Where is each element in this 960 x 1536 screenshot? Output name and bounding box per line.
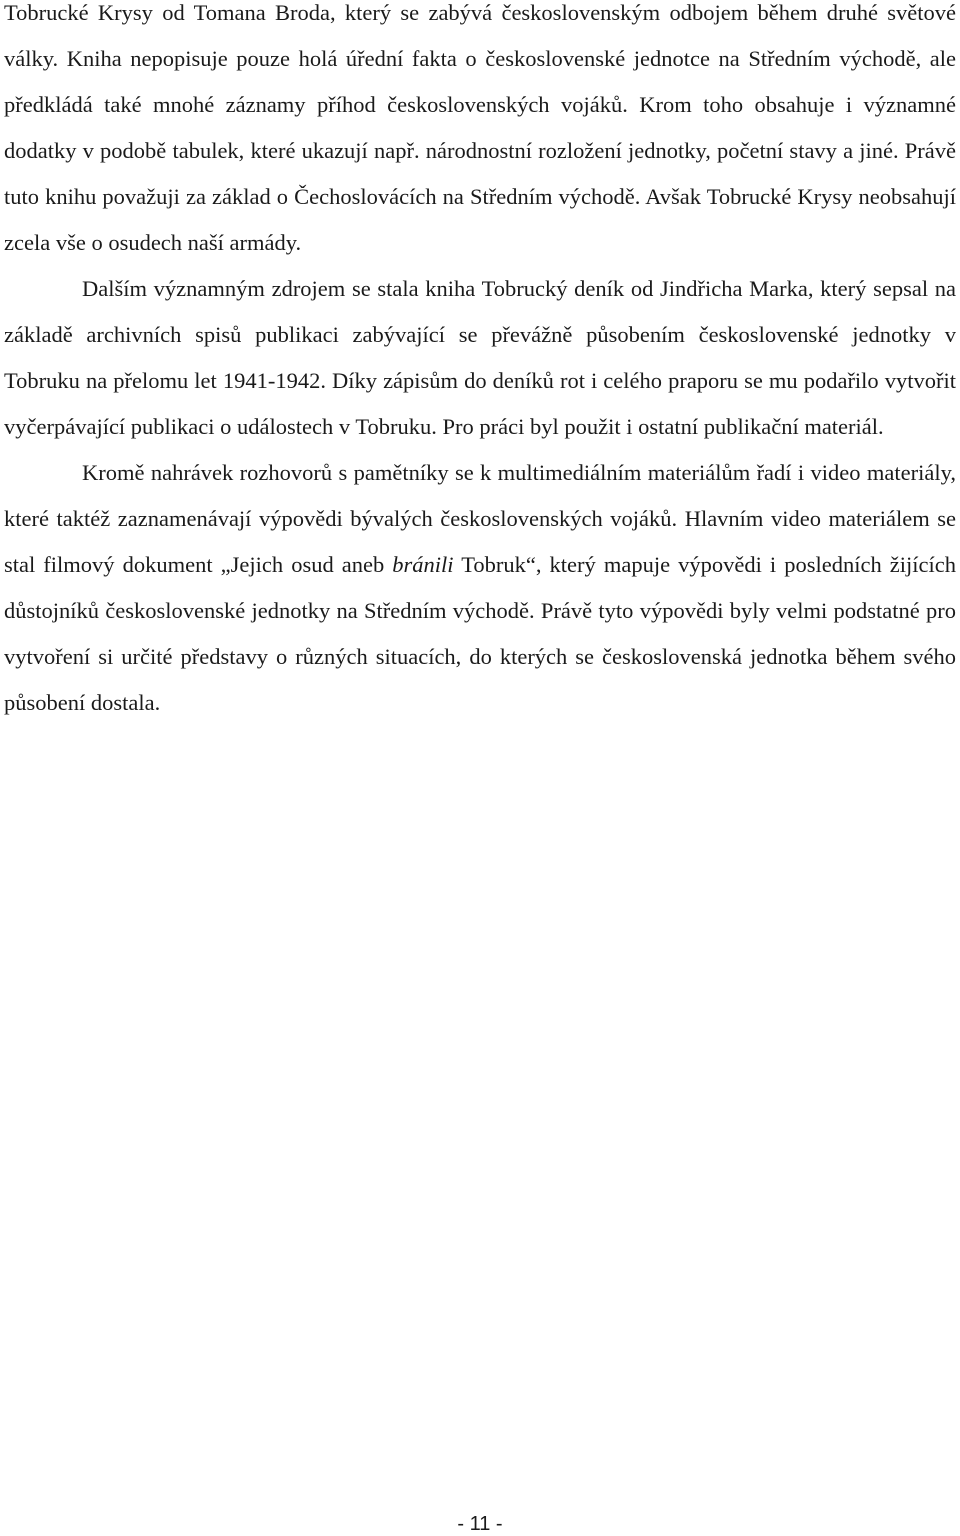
paragraph-2: Dalším významným zdrojem se stala kniha Tobrucký deník od Jindřicha Marka, který sepsal na základě archivních spisů publikaci zabývající se převážně působením československé jednotky v Tobruku na přelomu let 1941-1942. Díky zápisům do deníků rot i celého praporu se mu podařilo vytvořit vyčerpávající publikaci o událostech v Tobruku. Pro práci byl použit i ostatní publikační materiál. [4,276,956,439]
document-page [4,0,956,726]
paragraph-3-text-end: Tobruk“, který mapuje výpovědi i posledních žijících důstojníků československé jednotky na Středním východě. Právě tyto výpovědi byly velmi podstatné pro vytvoření si určité představy o různých situacích, do kterých se československá jednotka během svého působení dostala. [4,552,956,715]
paragraph-1: Tobrucké Krysy od Tomana Broda, který se zabývá československým odbojem během druhé světové války. Kniha nepopisuje pouze holá úřední fakta o československé jednotce na Středním východě, ale předkládá také mnohé záznamy příhod československých vojáků. Krom toho obsahuje i významné dodatky v podobě tabulek, které ukazují např. národnostní rozložení jednotky, početní stavy a jiné. Právě tuto knihu považuji za základ o Čechoslovácích na Středním východě. Avšak Tobrucké Krysy neobsahují zcela vše o osudech naší armády. [4,0,956,255]
paragraph-3-text-start: Kromě nahrávek rozhovorů s pamětníky se k multimediálním materiálům řadí i video materiály, které taktéž zaznamenávají výpovědi bývalých československých vojáků. Hlavním video materiálem se stal filmový dokument „Jejich osud aneb [4,460,956,577]
paragraph-3 [4,450,956,726]
page-number: - 11 - [457,1513,503,1535]
paragraph-3-italic-word: bránili [392,552,454,577]
